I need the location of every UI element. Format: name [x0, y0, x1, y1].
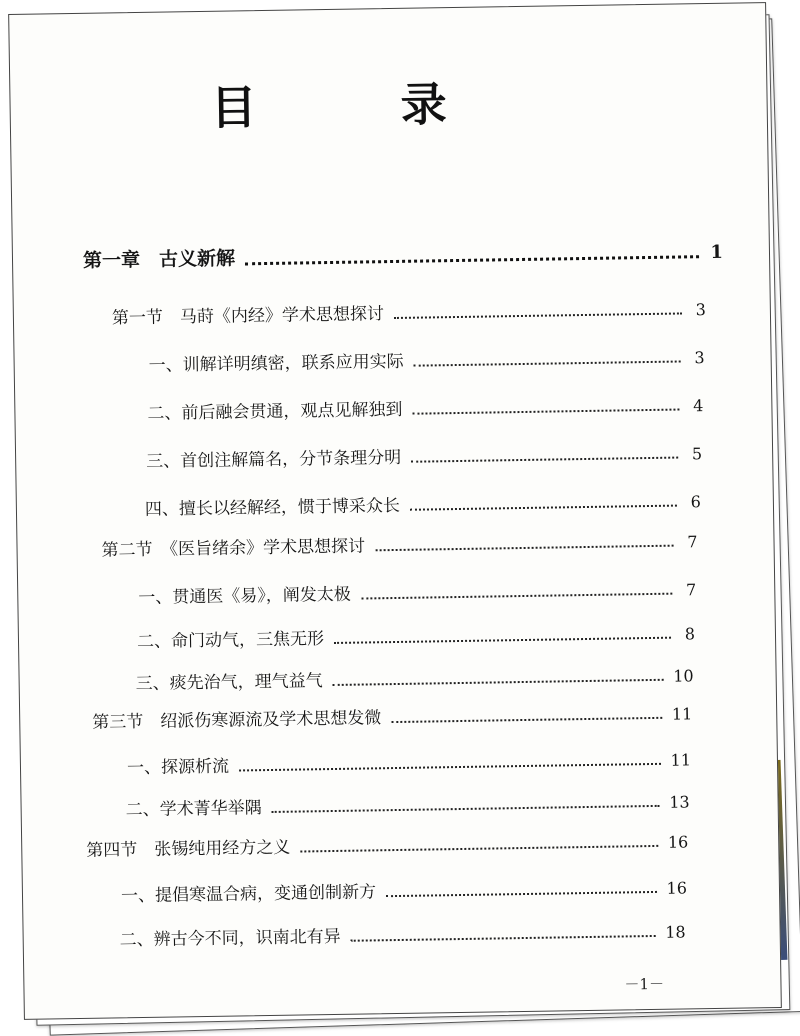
dot-leader — [334, 636, 671, 644]
toc-entry-item[interactable] — [121, 872, 687, 906]
toc-entry-item[interactable] — [138, 574, 696, 608]
toc-entry-label: 二、前后融会贯通，观点见解独到 — [147, 399, 403, 424]
dot-leader — [351, 934, 656, 942]
toc-entry-item[interactable] — [147, 390, 703, 424]
toc-entry-label: 一、探源析流 — [126, 756, 230, 779]
toc-entry-section-3[interactable] — [92, 698, 692, 732]
toc-entry-page: 18 — [665, 922, 686, 942]
toc-entry-section-2[interactable] — [101, 526, 697, 560]
dot-leader — [411, 456, 678, 463]
toc-entry-item[interactable] — [135, 660, 693, 694]
toc-entry-label: 第四节 张锡纯用经方之义 — [86, 837, 291, 861]
toc-entry-page: 13 — [669, 792, 690, 812]
toc-entry-page: 4 — [693, 396, 704, 416]
page-title: 目 录 — [210, 76, 512, 135]
toc-entry-page: 6 — [690, 492, 702, 512]
toc-entry-label: 第一章 古义新解 — [82, 247, 236, 272]
toc-entry-page: 1 — [710, 241, 724, 264]
toc-entry-page: 11 — [671, 704, 693, 724]
toc-entry-label: 第三节 绍派伤寒源流及学术思想发微 — [92, 708, 382, 733]
dot-leader — [300, 844, 658, 853]
toc-entry-page: 10 — [673, 666, 694, 686]
toc-entry-page: 16 — [666, 878, 688, 898]
toc-entry-page: 11 — [670, 750, 692, 770]
toc-entry-label: 一、训解详明缜密，联系应用实际 — [148, 351, 404, 376]
dot-leader — [414, 359, 681, 366]
dot-leader — [386, 890, 657, 897]
document-page — [8, 2, 782, 1020]
page-number-footer: －1－ — [624, 974, 665, 994]
toc-entry-section-1[interactable] — [112, 294, 706, 328]
dot-leader — [412, 408, 679, 415]
toc-entry-page: 5 — [691, 444, 703, 464]
toc-entry-label: 四、擅长以经解经，惯于博采众长 — [144, 495, 401, 520]
dot-leader — [361, 592, 673, 600]
dot-leader — [333, 678, 664, 686]
toc-entry-item[interactable] — [146, 438, 702, 472]
toc-entry-section-4[interactable] — [86, 826, 688, 860]
dot-leader — [391, 716, 662, 723]
toc-entry-label: 二、学术菁华举隅 — [125, 798, 262, 821]
toc-entry-item[interactable] — [148, 342, 704, 376]
toc-entry-item[interactable] — [119, 916, 685, 950]
toc-entry-label: 第二节 《医旨绪余》学术思想探讨 — [101, 536, 366, 561]
toc-entry-chapter-1[interactable] — [83, 236, 723, 273]
toc-entry-page: 3 — [694, 348, 705, 368]
dot-leader — [239, 762, 661, 772]
toc-entry-page: 7 — [687, 532, 698, 552]
toc-entry-label: 第一节 马莳《内经》学术思想探讨 — [111, 304, 385, 329]
toc-entry-item[interactable] — [145, 486, 701, 520]
toc-entry-page: 16 — [667, 832, 689, 852]
toc-entry-item[interactable] — [137, 618, 695, 652]
dot-leader — [245, 254, 699, 265]
dot-leader — [272, 804, 660, 813]
toc-entry-label: 三、首创注解篇名，分节条理分明 — [146, 447, 402, 472]
dot-leader — [375, 544, 674, 552]
toc-entry-label: 一、提倡寒温合病，变通创制新方 — [120, 882, 377, 907]
toc-entry-page: 7 — [685, 580, 697, 600]
toc-entry-item[interactable] — [125, 786, 689, 820]
dot-leader — [410, 504, 677, 511]
dot-leader — [394, 311, 682, 319]
toc-entry-label: 三、痰先治气，理气益气 — [135, 671, 323, 695]
toc-entry-page: 3 — [695, 300, 707, 320]
toc-entry-page: 8 — [684, 624, 696, 644]
toc-entry-label: 一、贯通医《易》，阐发太极 — [138, 584, 351, 609]
toc-entry-label: 二、命门动气，三焦无形 — [136, 629, 325, 653]
toc-entry-label: 二、辨古今不同，识南北有异 — [119, 926, 341, 951]
toc-entry-item[interactable] — [127, 744, 691, 778]
